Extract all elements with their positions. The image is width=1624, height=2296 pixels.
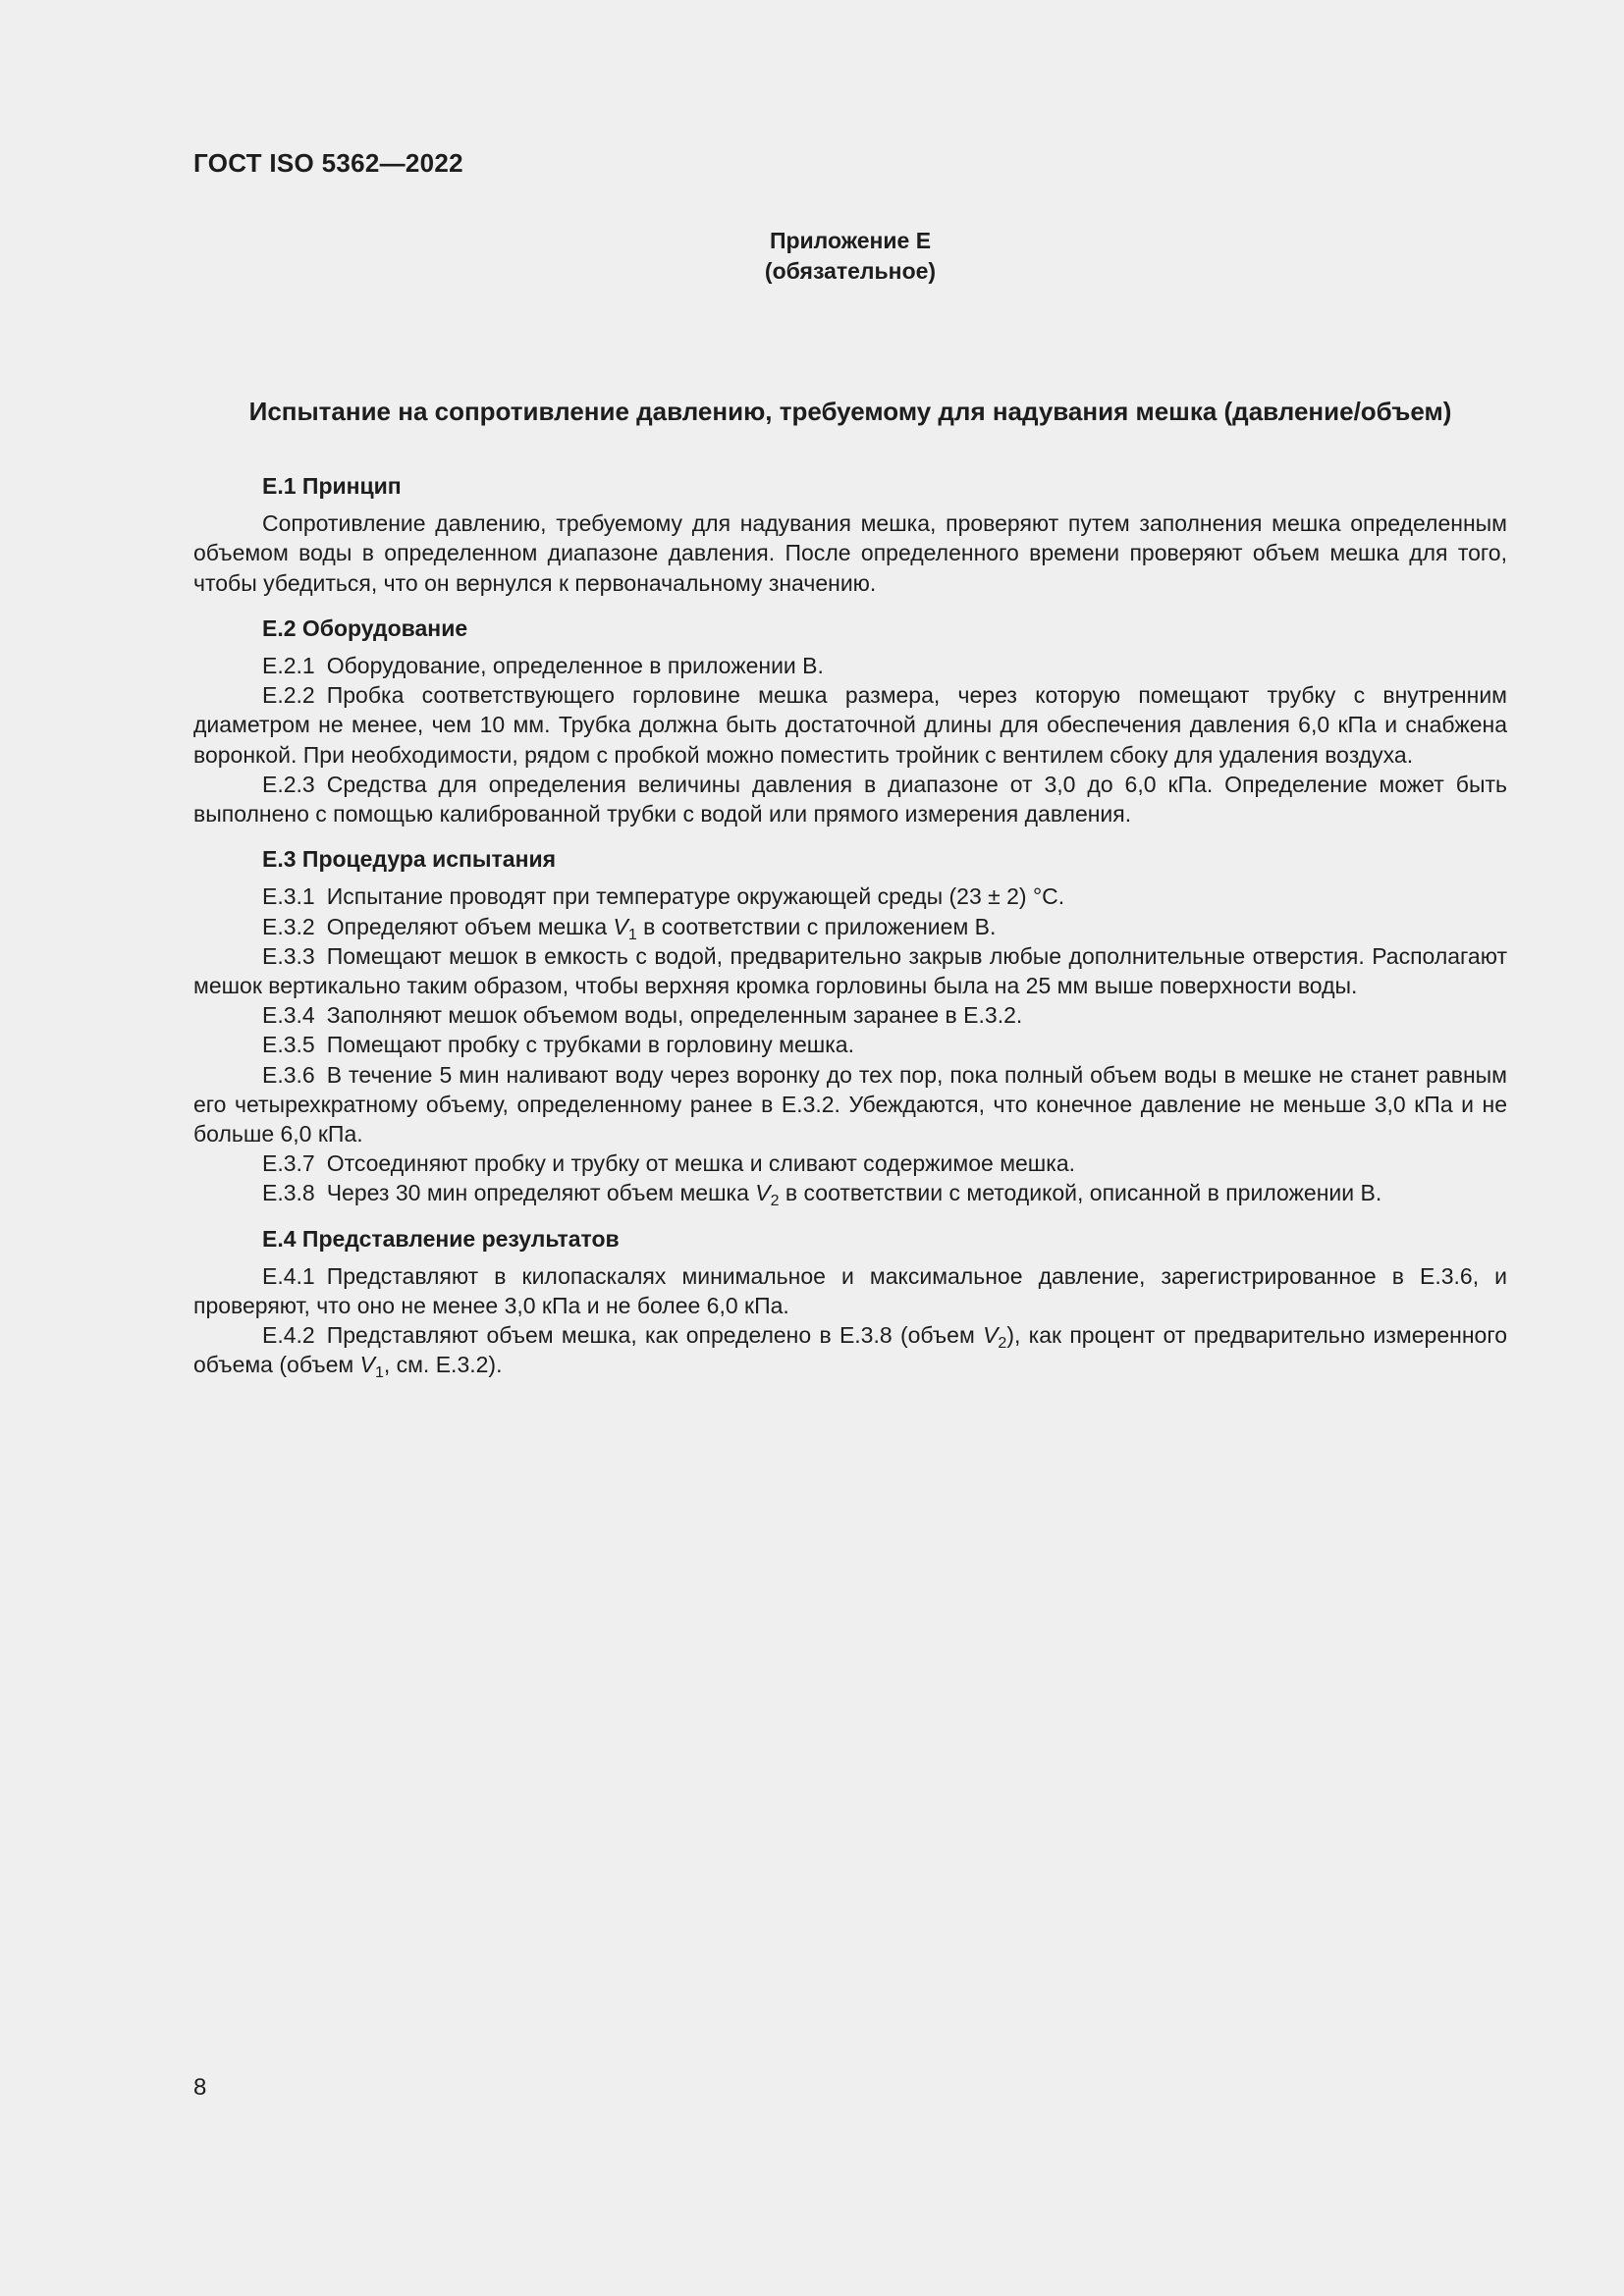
paragraph-e4-2 (193, 1320, 1507, 1382)
variable-symbol: V (755, 1180, 771, 1206)
variable-symbol: V (613, 913, 628, 939)
section-heading-e1: Е.1 Принцип (262, 473, 402, 499)
section-heading-e4: Е.4 Представление результатов (262, 1225, 620, 1252)
clause-text: Представляют в килопаскалях минимальное и максимальное давление, зарегистрированное в Е.3.6, и проверяют, что оно не менее 3,0 кПа и не более 6,0 кПа. (193, 1262, 1507, 1319)
clause-number: Е.3.1 (262, 883, 315, 910)
variable-symbol: V (359, 1352, 375, 1378)
annex-main-title: Испытание на сопротивление давлению, требуемому для надувания мешка (давление/объем) (248, 397, 1452, 426)
clause-number: Е.3.4 (262, 1002, 315, 1029)
clause-text: в соответствии с методикой, описанной в приложении В. (779, 1180, 1382, 1206)
clause-text: Средства для определения величины давления в диапазоне от 3,0 до 6,0 кПа. Определение может быть выполнено с помощью калиброванной трубки с водой или прямого измерения давления. (193, 771, 1507, 828)
clause-number: Е.3.8 (262, 1180, 315, 1206)
clause-number: Е.2.2 (262, 682, 315, 709)
paragraph-e2-2 (193, 680, 1507, 770)
paragraph-e2-3 (193, 770, 1507, 828)
paragraph-e3-7 (193, 1148, 1507, 1178)
clause-text: Представляют объем мешка, как определено в Е.3.8 (объем (326, 1322, 984, 1349)
annex-title: Приложение Е (769, 228, 932, 253)
clause-text: Испытание проводят при температуре окружающей среды (23 ± 2) °С. (326, 883, 1065, 910)
clause-number: Е.3.2 (262, 913, 315, 939)
variable-symbol: V (983, 1322, 999, 1349)
clause-number: Е.3.5 (262, 1032, 315, 1058)
paragraph-e1: Сопротивление давлению, требуемому для надувания мешка, проверяют путем заполнения мешка определенным объемом воды в определенном диапазоне давления. После определенного времени проверяют объем мешка для того, чтобы убедиться, что он вернулся к первоначальному значению. (193, 510, 1507, 596)
paragraph-e3-4 (193, 1000, 1507, 1030)
clause-text: Отсоединяют пробку и трубку от мешка и сливают содержимое мешка. (326, 1150, 1075, 1177)
clause-number: Е.2.3 (262, 771, 315, 797)
clause-text: , см. Е.3.2). (383, 1352, 503, 1378)
clause-number: Е.3.6 (262, 1061, 315, 1088)
variable-subscript: 2 (998, 1335, 1007, 1353)
section-heading-e2: Е.2 Оборудование (262, 614, 468, 641)
annex-status: (обязательное) (764, 258, 937, 284)
paragraph-e3-5 (193, 1030, 1507, 1059)
clause-text: в соответствии с приложением В. (636, 913, 997, 939)
paragraph-e3-8 (193, 1178, 1507, 1210)
clause-number: Е.3.7 (262, 1150, 315, 1177)
clause-text: Пробка соответствующего горловине мешка размера, через которую помещают трубку с внутренним диаметром не менее, чем 10 мм. Трубка должна быть достаточной длины для обеспечения давления 6,0 кПа и снабжена воронкой. При необходимости, рядом с пробкой можно поместить тройник с вентилем сбоку для удаления воздуха. (193, 682, 1507, 768)
clause-text: Помещают пробку с трубками в горловину мешка. (326, 1032, 854, 1058)
variable-subscript: 1 (627, 926, 637, 943)
variable-subscript: 1 (374, 1364, 384, 1382)
clause-number: Е.4.1 (262, 1262, 315, 1289)
paragraph-e3-6 (193, 1060, 1507, 1149)
clause-number: Е.2.1 (262, 653, 315, 679)
variable-subscript: 2 (770, 1193, 780, 1210)
paragraph-e3-1 (193, 881, 1507, 911)
section-heading-e3: Е.3 Процедура испытания (262, 846, 557, 873)
paragraph-e2-1 (193, 651, 1507, 680)
clause-text: ), как процент от предварительно измеренного объема (объем (193, 1322, 1507, 1378)
paragraph-e3-2 (193, 912, 1507, 941)
paragraph-e3-3 (193, 941, 1507, 1000)
page-number: 8 (193, 2074, 207, 2101)
clause-text: Определяют объем мешка (326, 913, 614, 939)
clause-text: Помещают мешок в емкость с водой, предварительно закрыв любые дополнительные отверстия. Располагают мешок вертикально таким образом, чтобы верхняя кромка горловины была на 25 мм выше поверхности воды. (193, 942, 1507, 999)
document-code: ГОСТ ISO 5362—2022 (193, 148, 463, 178)
document-body (193, 471, 1507, 1380)
paragraph-e4-1 (193, 1261, 1507, 1320)
clause-number: Е.3.3 (262, 942, 315, 969)
clause-text: Через 30 мин определяют объем мешка (326, 1180, 756, 1206)
clause-text: В течение 5 мин наливают воду через воронку до тех пор, пока полный объем воды в мешке не станет равным его четырехкратному объему, определенному ранее в Е.3.2. Убеждаются, что конечное давление не меньше 3,0 кПа и не больше 6,0 кПа. (193, 1061, 1507, 1148)
clause-number: Е.4.2 (262, 1322, 315, 1349)
clause-text: Оборудование, определенное в приложении В. (326, 653, 824, 679)
clause-text: Заполняют мешок объемом воды, определенным заранее в Е.3.2. (326, 1002, 1023, 1029)
